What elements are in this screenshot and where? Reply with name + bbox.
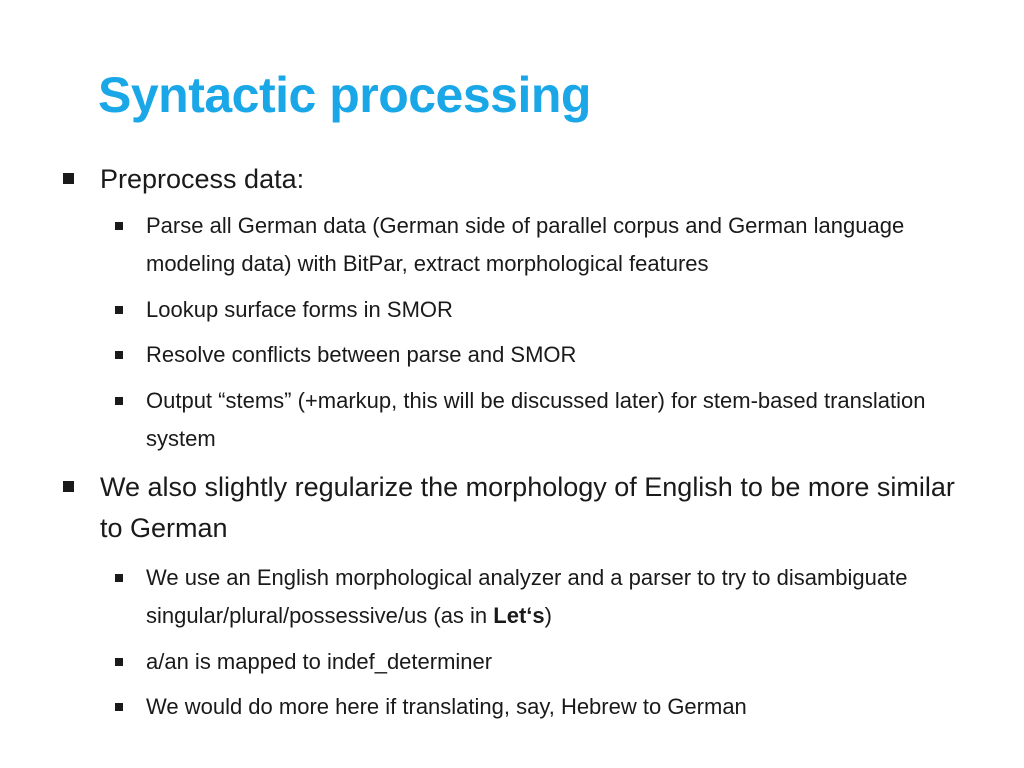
- sub-bullet-marker: [115, 574, 123, 582]
- sub-bullet-bold-term: Let‘s: [493, 603, 545, 628]
- sub-bullet-lookup-smor: Lookup surface forms in SMOR: [146, 297, 453, 322]
- sub-bullet-resolve-conflicts: Resolve conflicts between parse and SMOR: [146, 342, 577, 367]
- sub-bullet-text-before: We use an English morphological analyzer and a parser to try to disambiguate singular/plural/possessive/us (as in: [146, 565, 908, 628]
- sub-bullet-marker: [115, 658, 123, 666]
- bullet-regularize-english: We also slightly regularize the morphology of English to be more similar to German: [100, 472, 955, 543]
- bullet-marker: [63, 173, 74, 184]
- sub-bullet-output-stems: Output “stems” (+markup, this will be discussed later) for stem-based translation system: [146, 388, 926, 451]
- bullet-marker: [63, 481, 74, 492]
- sub-bullet-marker: [115, 306, 123, 314]
- sub-bullet-marker: [115, 222, 123, 230]
- sub-bullet-hebrew-german: We would do more here if translating, say, Hebrew to German: [146, 694, 747, 719]
- sub-bullet-marker: [115, 397, 123, 405]
- slide-title: Syntactic processing: [98, 67, 591, 123]
- sub-bullet-parse-german-data: Parse all German data (German side of parallel corpus and German language modeling data) with BitPar, extract morphological features: [146, 213, 905, 276]
- sub-bullet-english-analyzer: [146, 559, 966, 635]
- sub-bullet-marker: [115, 703, 123, 711]
- sub-bullet-a-an-mapping: a/an is mapped to indef_determiner: [146, 649, 493, 674]
- sub-bullet-text-after: ): [544, 603, 552, 628]
- bullet-preprocess-data: Preprocess data:: [100, 164, 305, 194]
- sub-bullet-marker: [115, 351, 123, 359]
